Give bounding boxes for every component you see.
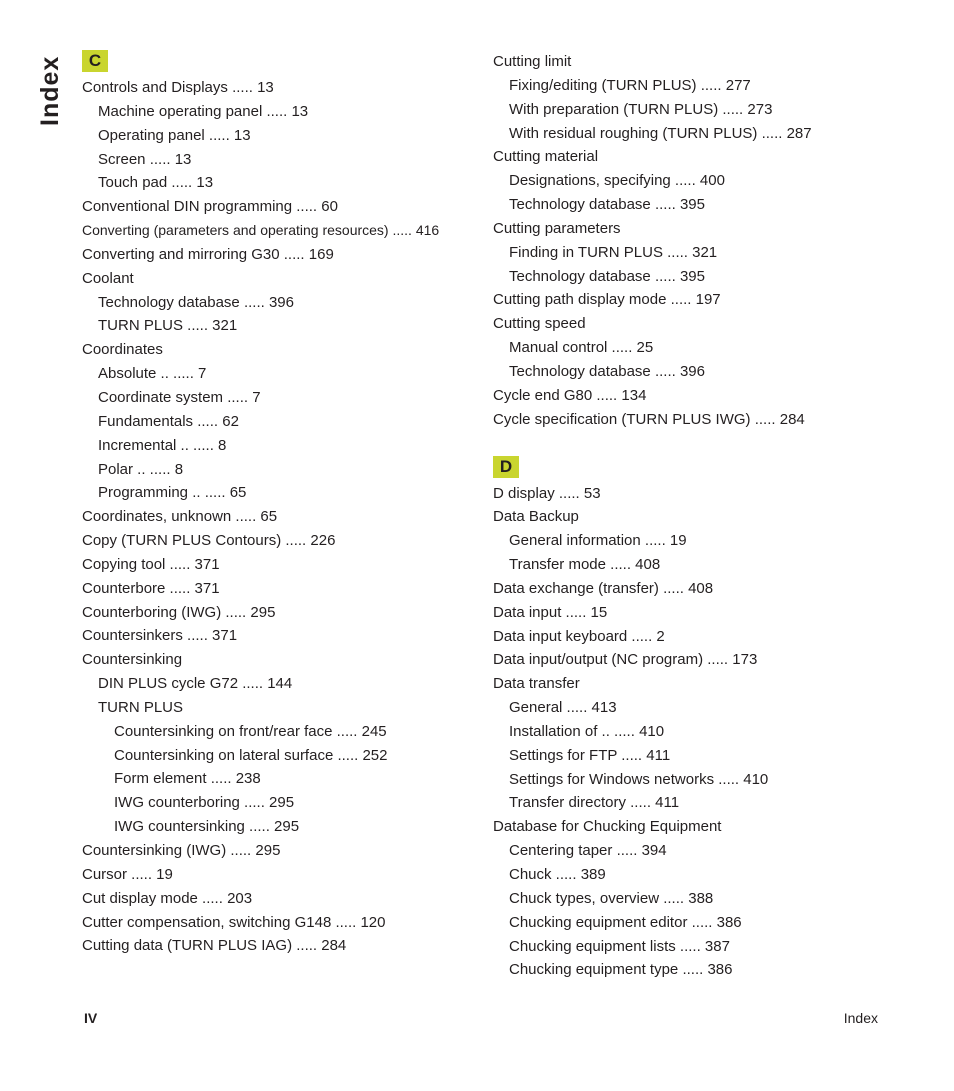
index-entry-level-1: Cutter compensation, switching G148 ..... 120 xyxy=(82,913,386,931)
index-entry-level-1: Cutting data (TURN PLUS IAG) ..... 284 xyxy=(82,937,347,955)
index-entry-level-2: Absolute .. ..... 7 xyxy=(98,365,207,383)
index-entry-level-2: Technology database ..... 395 xyxy=(509,196,705,214)
footer-section-label: Index xyxy=(843,1010,878,1026)
index-entry-level-1: Countersinkers ..... 371 xyxy=(82,627,238,645)
index-entry-level-1: Copy (TURN PLUS Contours) ..... 226 xyxy=(82,532,336,550)
index-entry-level-1: Data input ..... 15 xyxy=(493,603,608,621)
index-entry-level-1: Cursor ..... 19 xyxy=(82,865,173,883)
index-entry-level-1: Counterboring (IWG) ..... 295 xyxy=(82,603,276,621)
letter-heading-d xyxy=(493,456,933,482)
index-entry-level-1: Controls and Displays ..... 13 xyxy=(82,79,274,96)
index-entry-level-3: IWG counterboring ..... 295 xyxy=(114,794,295,812)
index-entry-level-2: Incremental .. ..... 8 xyxy=(98,436,227,454)
index-entry-level-1: Data input keyboard ..... 2 xyxy=(493,627,665,645)
index-entry-level-2: Installation of .. ..... 410 xyxy=(509,722,665,740)
index-entry-level-2: Centering taper ..... 394 xyxy=(509,842,667,860)
index-entry-level-1: D display ..... 53 xyxy=(493,484,601,502)
index-entry-level-1: Coordinates, unknown ..... 65 xyxy=(82,508,278,526)
index-entry-level-1: Converting and mirroring G30 ..... 169 xyxy=(82,245,334,263)
index-entry-level-3: Countersinking on lateral surface ..... 252 xyxy=(114,746,388,764)
index-entry-level-1: Cut display mode ..... 203 xyxy=(82,889,253,907)
index-entry-level-1: Coolant xyxy=(82,269,134,287)
index-entry-level-2: DIN PLUS cycle G72 ..... 144 xyxy=(98,675,293,693)
index-entry-level-2: With residual roughing (TURN PLUS) ..... 287 xyxy=(509,124,812,142)
index-entry-level-1: Countersinking (IWG) ..... 295 xyxy=(82,842,281,859)
index-entry-level-2: Technology database ..... 396 xyxy=(509,362,705,380)
index-entry-level-1: Countersinking xyxy=(82,651,183,669)
index-entry-level-1: Data exchange (transfer) ..... 408 xyxy=(493,579,714,597)
index-entry-level-2: Technology database ..... 396 xyxy=(98,293,294,311)
index-entry-level-2: Transfer mode ..... 408 xyxy=(509,556,661,574)
index-list-c-continued xyxy=(493,50,933,432)
index-entry-level-2: Chuck ..... 389 xyxy=(509,866,606,883)
index-entry-level-2: Chucking equipment type ..... 386 xyxy=(509,961,733,979)
index-entry-level-2: Programming .. ..... 65 xyxy=(98,484,247,502)
index-entry-level-2: TURN PLUS ..... 321 xyxy=(98,317,238,335)
index-entry-level-2: Chucking equipment editor ..... 386 xyxy=(509,913,742,931)
index-entry-level-2: Finding in TURN PLUS ..... 321 xyxy=(509,243,718,261)
index-entry-level-2: Chucking equipment lists ..... 387 xyxy=(509,937,730,955)
index-entry-level-2: Designations, specifying ..... 400 xyxy=(509,172,725,190)
index-entry-level-2: General ..... 413 xyxy=(509,699,617,717)
index-entry-level-1: Conventional DIN programming ..... 60 xyxy=(82,198,338,216)
index-entry-level-3: Form element ..... 238 xyxy=(114,770,261,788)
index-entry-level-1: Cutting parameters xyxy=(493,219,621,237)
index-list-d xyxy=(493,482,933,983)
index-entry-level-2: Manual control ..... 25 xyxy=(509,339,654,357)
index-entry-level-1: Cutting path display mode ..... 197 xyxy=(493,291,721,309)
side-title: Index xyxy=(36,55,64,126)
index-entry-level-2: Operating panel ..... 13 xyxy=(98,126,251,144)
index-entry-level-2: TURN PLUS xyxy=(98,698,184,716)
index-entry-level-2: Coordinate system ..... 7 xyxy=(98,388,261,406)
index-entry-level-2: Technology database ..... 395 xyxy=(509,267,705,285)
letter-badge: D xyxy=(493,456,519,478)
index-entry-level-2: Polar .. ..... 8 xyxy=(98,460,184,478)
index-list-c xyxy=(82,76,482,958)
index-column-left xyxy=(82,50,482,958)
index-entry-level-1: Counterbore ..... 371 xyxy=(82,579,220,597)
index-entry-level-3: IWG countersinking ..... 295 xyxy=(114,818,300,836)
index-entry-level-1: Cutting limit xyxy=(493,53,572,70)
index-entry-level-2: Transfer directory ..... 411 xyxy=(509,794,680,812)
index-entry-level-3: Countersinking on front/rear face ..... 245 xyxy=(114,722,387,740)
index-entry-level-2: Chuck types, overview ..... 388 xyxy=(509,889,714,907)
page-number: IV xyxy=(84,1010,98,1026)
index-entry-level-1: Data input/output (NC program) ..... 173 xyxy=(493,651,758,669)
index-entry-level-2: General information ..... 19 xyxy=(509,532,687,550)
index-entry-level-1: Converting (parameters and operating resources) ..... 416 xyxy=(82,222,440,239)
letter-heading-c xyxy=(82,50,482,76)
index-entry-level-2: Fixing/editing (TURN PLUS) ..... 277 xyxy=(509,76,751,94)
index-entry-level-1: Coordinates xyxy=(82,341,163,359)
index-entry-level-2: Screen ..... 13 xyxy=(98,150,192,168)
index-entry-level-2: With preparation (TURN PLUS) ..... 273 xyxy=(509,100,773,118)
index-entry-level-1: Copying tool ..... 371 xyxy=(82,555,220,573)
index-entry-level-1: Data transfer xyxy=(493,675,580,693)
index-column-right xyxy=(493,50,933,982)
section-gap xyxy=(493,432,933,450)
index-entry-level-2: Machine operating panel ..... 13 xyxy=(98,102,309,120)
index-entry-level-1: Cutting speed xyxy=(493,315,586,333)
index-entry-level-1: Cutting material xyxy=(493,148,599,166)
index-entry-level-2: Settings for FTP ..... 411 xyxy=(509,746,671,764)
index-entry-level-1: Data Backup xyxy=(493,508,579,526)
index-entry-level-1: Database for Chucking Equipment xyxy=(493,818,722,836)
index-entry-level-2: Settings for Windows networks ..... 410 xyxy=(509,770,769,788)
index-entry-level-1: Cycle specification (TURN PLUS IWG) ..... 284 xyxy=(493,410,805,428)
letter-badge: C xyxy=(82,50,108,72)
index-entry-level-1: Cycle end G80 ..... 134 xyxy=(493,386,647,404)
index-entry-level-2: Fundamentals ..... 62 xyxy=(98,412,239,430)
index-entry-level-2: Touch pad ..... 13 xyxy=(98,174,214,192)
